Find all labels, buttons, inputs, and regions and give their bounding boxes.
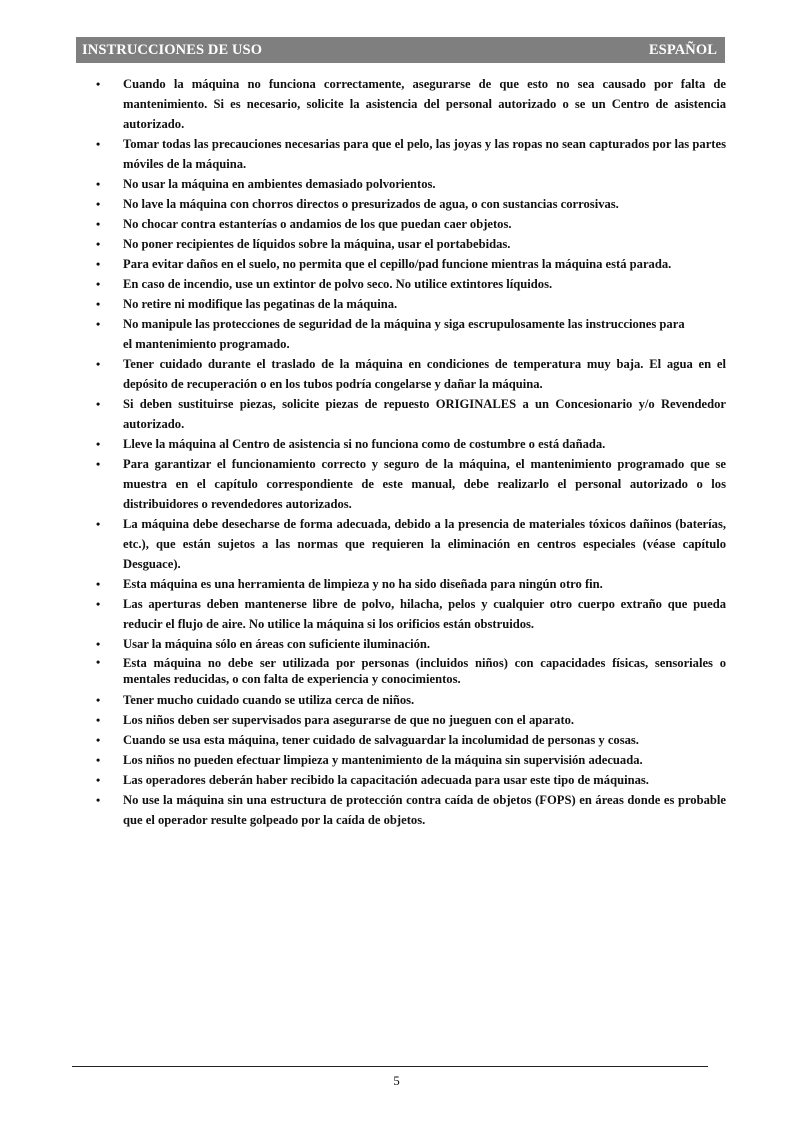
list-item — [96, 194, 726, 214]
list-item-text: • Los niños deben ser supervisados para asegurarse de que no jueguen con el aparato. — [123, 713, 575, 727]
header-language: ESPAÑOL — [648, 41, 717, 58]
safety-instructions — [96, 74, 726, 830]
page-header — [76, 37, 725, 63]
list-item-text: • Si deben sustituirse piezas, solicite piezas de repuesto ORIGINALES a un Concesionario y/o Revendedor autorizado. — [123, 397, 726, 431]
list-item-text: • Las aperturas deben mantenerse libre de polvo, hilacha, pelos y cualquier otro cuerpo extraño que pueda reducir el flujo de aire. No utilice la máquina si los orificios están obstruidos. — [123, 597, 726, 631]
list-item — [96, 434, 726, 454]
list-item — [96, 254, 726, 274]
list-item-text: • Tener cuidado durante el traslado de la máquina en condiciones de temperatura muy baja. El agua en el depósito de recuperación o en los tubos podría congelarse y dañar la máquina. — [123, 357, 726, 391]
list-item-text: • No manipule las protecciones de seguridad de la máquina y siga escrupulosamente las instrucciones para — [123, 317, 685, 331]
list-item — [96, 594, 726, 634]
list-item — [96, 314, 726, 354]
list-item — [96, 634, 726, 654]
list-item-text: • En caso de incendio, use un extintor de polvo seco. No utilice extintores líquidos. — [123, 277, 553, 291]
list-item — [96, 394, 726, 434]
list-item-text: • Cuando se usa esta máquina, tener cuidado de salvaguardar la incolumidad de personas y cosas. — [123, 733, 639, 747]
list-item-text: • Para garantizar el funcionamiento correcto y seguro de la máquina, el mantenimiento programado que se muestra en el capítulo correspondiente de este manual, debe realizarlo el personal autorizado o los distribuidores o revendedores autorizados. — [123, 457, 726, 511]
list-item-text: • No poner recipientes de líquidos sobre la máquina, usar el portabebidas. — [123, 237, 511, 251]
list-item-continuation: el mantenimiento programado. — [123, 337, 290, 351]
list-item — [96, 770, 726, 790]
list-item-text: • Esta máquina es una herramienta de limpieza y no ha sido diseñada para ningún otro fin. — [123, 577, 603, 591]
list-item — [96, 234, 726, 254]
list-item-text: • Tener mucho cuidado cuando se utiliza cerca de niños. — [123, 693, 415, 707]
list-item — [96, 790, 726, 830]
list-item — [96, 710, 726, 730]
list-item-text: • Los niños no pueden efectuar limpieza y mantenimiento de la máquina sin supervisión adecuada. — [123, 753, 643, 767]
list-item-text: • No use la máquina sin una estructura de protección contra caída de objetos (FOPS) en áreas donde es probable que el operador resulte golpeado por la caída de objetos. — [123, 793, 726, 827]
list-item — [96, 214, 726, 234]
list-item — [96, 274, 726, 294]
list-item-text: • Usar la máquina sólo en áreas con suficiente iluminación. — [123, 637, 431, 651]
instruction-list — [96, 74, 726, 830]
list-item — [96, 750, 726, 770]
list-item-text: • Esta máquina no debe ser utilizada por personas (incluidos niños) con capacidades físicas, sensoriales o mentales reducidas, o con falta de experiencia y conocimientos. — [123, 656, 726, 686]
list-item — [96, 74, 726, 134]
list-item-text: • No lave la máquina con chorros directos o presurizados de agua, o con sustancias corrosivas. — [123, 197, 619, 211]
footer-rule — [72, 1066, 708, 1067]
list-item — [96, 134, 726, 174]
list-item-text: • Para evitar daños en el suelo, no permita que el cepillo/pad funcione mientras la máquina está parada. — [123, 257, 672, 271]
list-item — [96, 514, 726, 574]
list-item — [96, 294, 726, 314]
list-item-text: • No retire ni modifique las pegatinas de la máquina. — [123, 297, 398, 311]
list-item-text: • La máquina debe desecharse de forma adecuada, debido a la presencia de materiales tóxicos dañinos (baterías, etc.), que están sujetos a las normas que requieren la eliminación en centros especiales (véase capítulo Desguace). — [123, 517, 726, 571]
list-item — [96, 354, 726, 394]
list-item-text: • Las operadores deberán haber recibido la capacitación adecuada para usar este tipo de máquinas. — [123, 773, 649, 787]
list-item — [96, 730, 726, 750]
list-item-text: • Tomar todas las precauciones necesarias para que el pelo, las joyas y las ropas no sean capturados por las partes móviles de la máquina. — [123, 137, 726, 171]
page-number: 5 — [393, 1073, 400, 1088]
list-item-text: • Lleve la máquina al Centro de asistencia si no funciona como de costumbre o está dañada. — [123, 437, 606, 451]
list-item — [96, 174, 726, 194]
list-item — [96, 454, 726, 514]
list-item — [96, 574, 726, 594]
list-item-text: • Cuando la máquina no funciona correctamente, asegurarse de que esto no sea causado por falta de mantenimiento. Si es necesario, solicite la asistencia del personal autorizado o se un Centro de asistencia autorizado. — [123, 77, 726, 131]
list-item-text: • No chocar contra estanterías o andamios de los que puedan caer objetos. — [123, 217, 512, 231]
list-item — [96, 654, 726, 690]
list-item-text: • No usar la máquina en ambientes demasiado polvorientos. — [123, 177, 436, 191]
list-item — [96, 690, 726, 710]
header-title: INSTRUCCIONES DE USO — [82, 41, 263, 58]
